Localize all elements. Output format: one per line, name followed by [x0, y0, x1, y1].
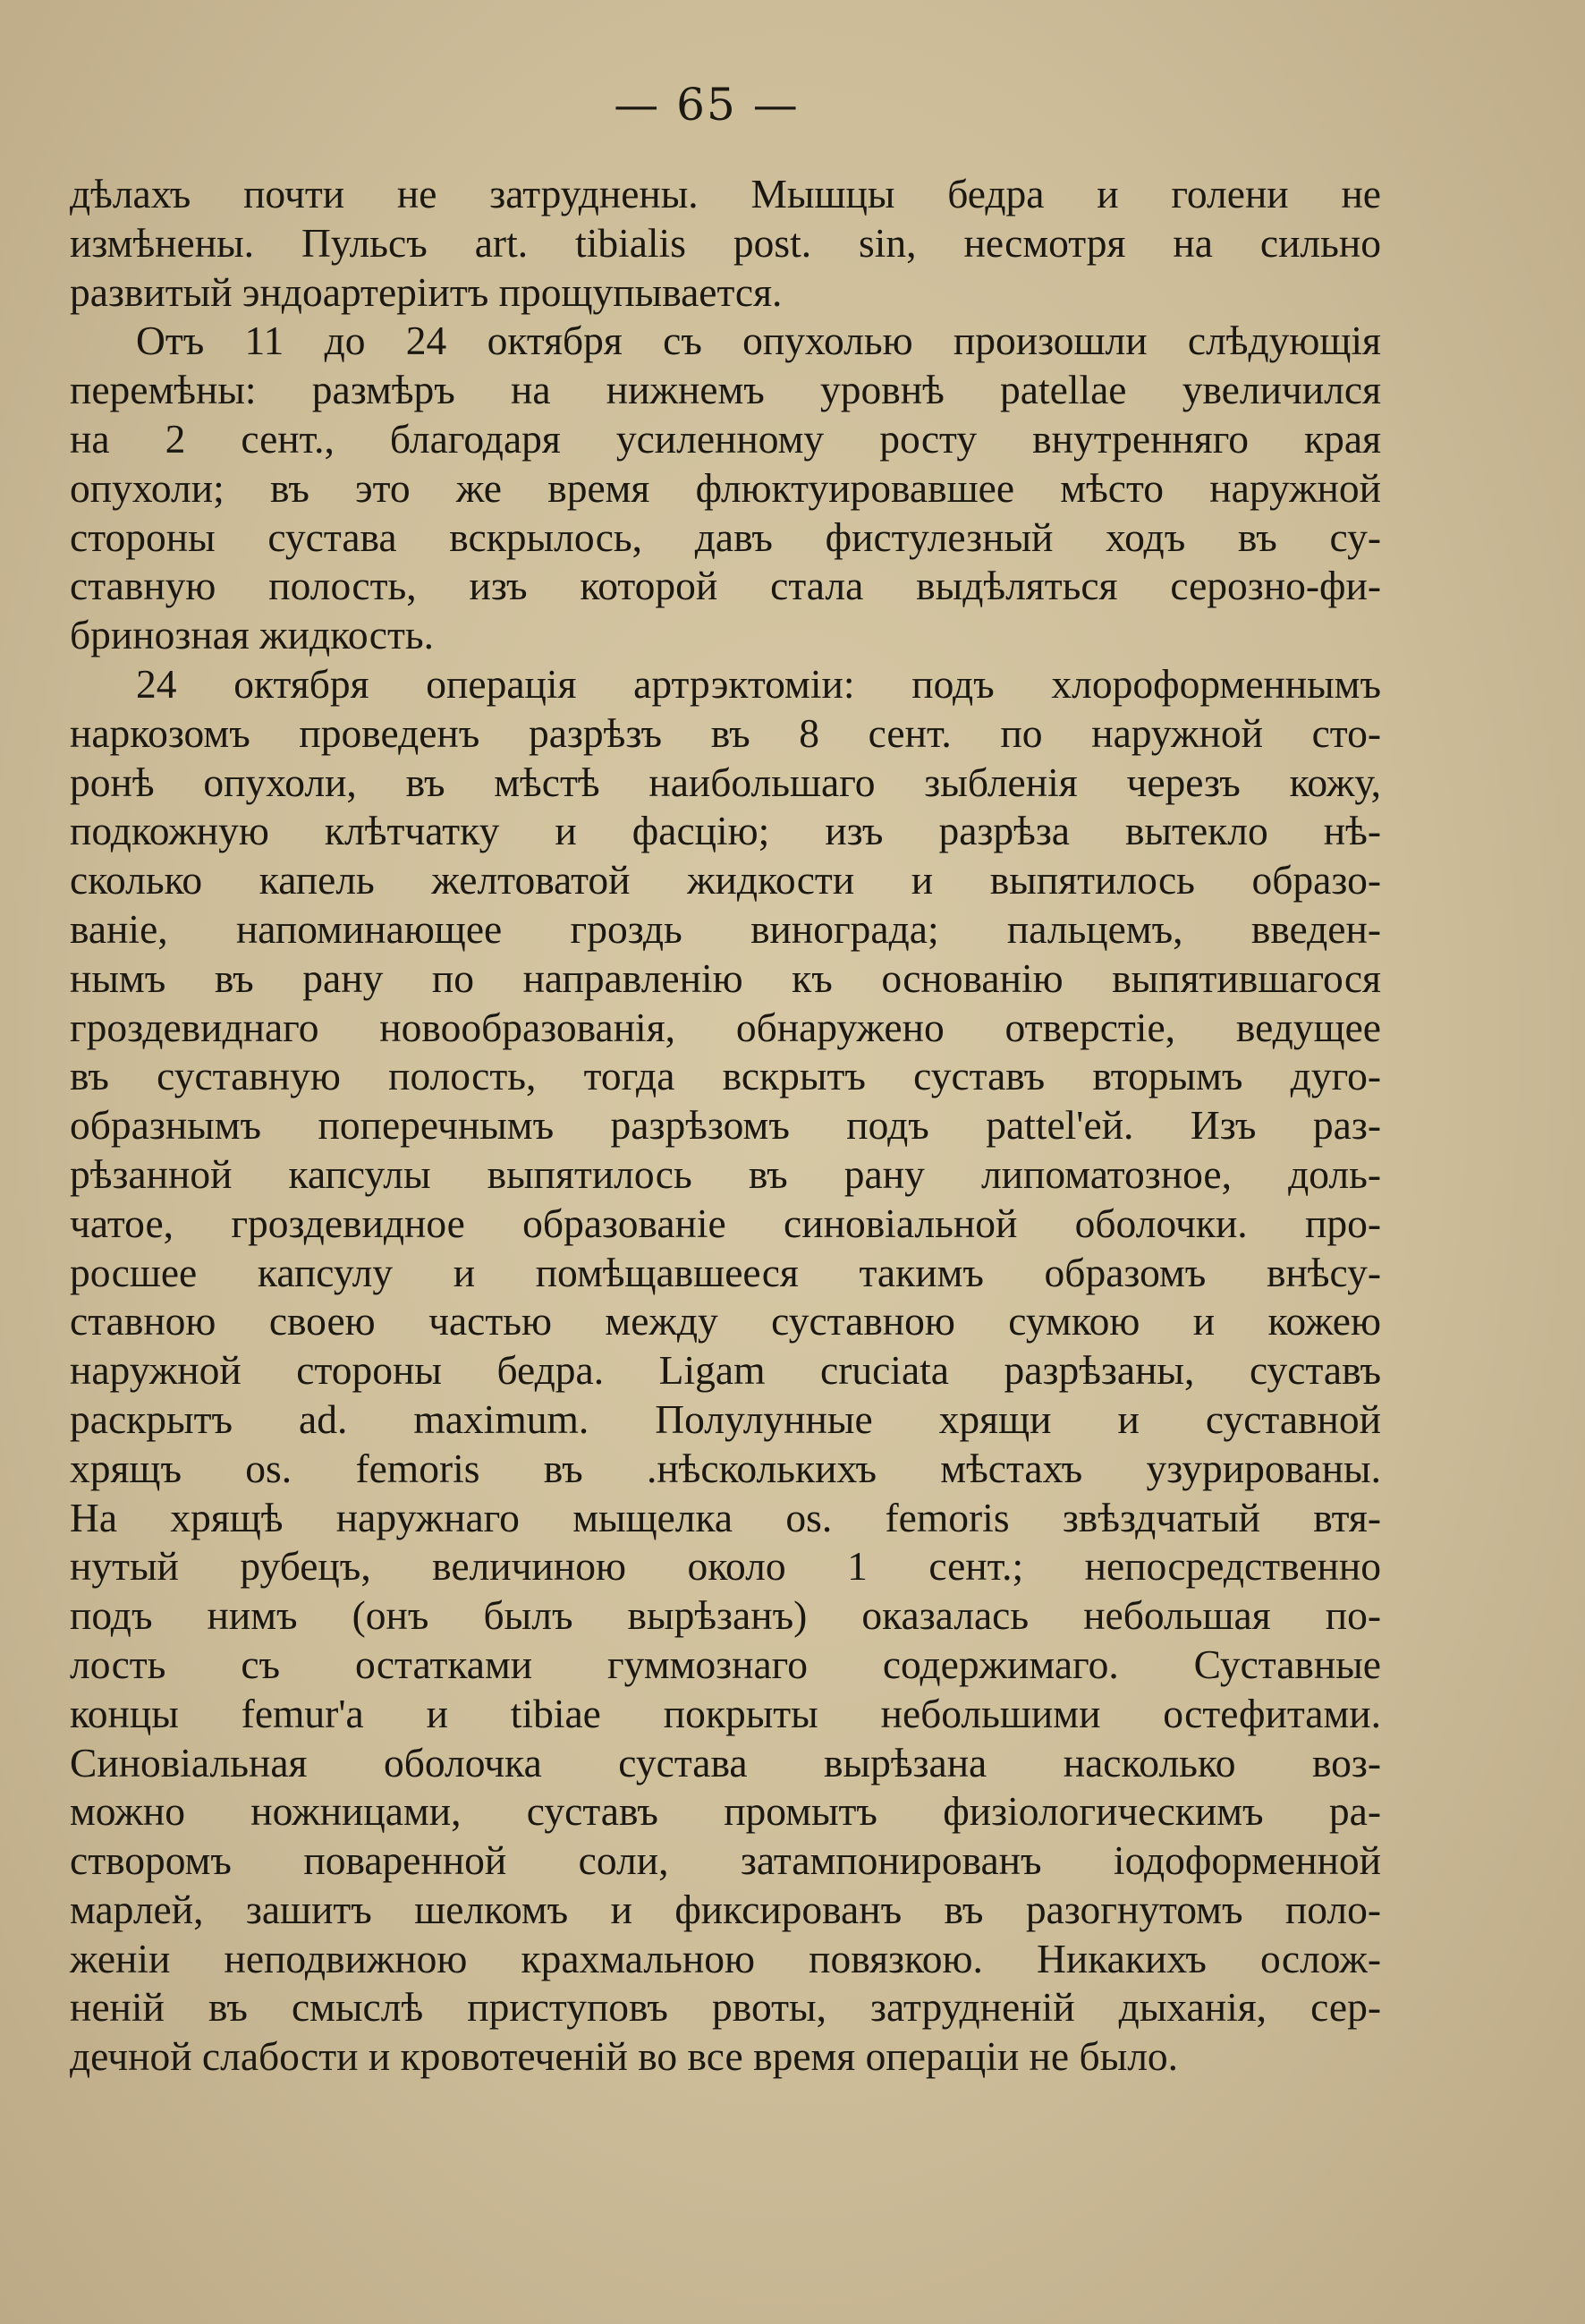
text-line: марлей, зашитъ шелкомъ и фиксированъ въ разогнутомъ поло- [70, 1886, 1381, 1932]
text-line: женіи неподвижною крахмальною повязкою. Никакихъ ослож- [70, 1935, 1381, 1981]
paragraph [70, 170, 1381, 317]
text-line: нымъ въ рану по направленію къ основанію выпятившагося [70, 954, 1381, 1001]
text-line: дѣлахъ почти не затруднены. Мышцы бедра и голени не [70, 171, 1381, 216]
text-line: рѣзанной капсулы выпятилось въ рану липоматозное, доль- [70, 1150, 1381, 1197]
text-line: ставною своею частью между суставною сумкою и кожею [70, 1298, 1381, 1344]
text-line: ронѣ опухоли, въ мѣстѣ наибольшаго зыбленія черезъ кожу, [70, 759, 1381, 805]
text-line: бринозная жидкость. [70, 612, 434, 658]
paragraph [70, 660, 1381, 2082]
text-line: нутый рубецъ, величиною около 1 сент.; непосредственно [70, 1543, 1381, 1590]
text-line: въ суставную полость, тогда вскрытъ суставъ вторымъ дуго- [70, 1053, 1381, 1099]
paragraph [70, 317, 1381, 660]
text-line: раскрытъ ad. maximum. Полулунные хрящи и суставной [70, 1395, 1381, 1442]
text-line: неній въ смыслѣ приступовъ рвоты, затрудненій дыханія, сер- [70, 1984, 1381, 2031]
text-line: образнымъ поперечнымъ разрѣзомъ подъ pattel'ей. Изъ раз- [70, 1102, 1381, 1149]
text-line: росшее капсулу и помѣщавшееся такимъ образомъ внѣсу- [70, 1249, 1381, 1295]
text-line: концы femur'а и tibiae покрыты небольшими остефитами. [70, 1690, 1381, 1736]
text-line: Синовіальная оболочка сустава вырѣзана насколько воз- [70, 1739, 1381, 1785]
text-line: ставную полость, изъ которой стала выдѣляться серозно-фи- [70, 563, 1381, 609]
text-line: опухоли; въ это же время флюктуировавшее мѣсто наружной [70, 464, 1381, 511]
text-line: сколько капель желтоватой жидкости и выпятилось образо- [70, 857, 1381, 903]
text-line: 24 октября операція артрэктоміи: подъ хлороформеннымъ [136, 660, 1381, 707]
text-line: ваніе, напоминающее гроздь винограда; пальцемъ, введен- [70, 905, 1381, 952]
text-line: стороны сустава вскрылось, давъ фистулезный ходъ въ су- [70, 513, 1381, 560]
text-line: дечной слабости и кровотеченій во все время операціи не было. [70, 2033, 1179, 2080]
text-line: створомъ поваренной соли, затампонированъ іодоформенной [70, 1837, 1381, 1884]
text-line: На хрящѣ наружнаго мыщелка os. femoris звѣздчатый втя- [70, 1494, 1381, 1540]
text-line: подкожную клѣтчатку и фасцію; изъ разрѣза вытекло нѣ- [70, 808, 1381, 854]
body-text [70, 170, 1381, 2082]
page-number: — 65 — [614, 79, 800, 131]
text-line: наружной стороны бедра. Ligam cruciata разрѣзаны, суставъ [70, 1347, 1381, 1394]
text-line: наркозомъ проведенъ разрѣзъ въ 8 сент. по наружной сто- [70, 709, 1381, 756]
text-line: хрящъ os. femoris въ .нѣсколькихъ мѣстахъ узурированы. [70, 1445, 1381, 1491]
text-line: измѣнены. Пульсъ art. tibialis post. sin, несмотря на сильно [70, 219, 1381, 266]
text-line: перемѣны: размѣръ на нижнемъ уровнѣ patellae увеличился [70, 367, 1381, 413]
text-line: чатое, гроздевидное образованіе синовіальной оболочки. про- [70, 1200, 1381, 1246]
text-line: на 2 сент., благодаря усиленному росту внутренняго края [70, 415, 1381, 462]
text-line: Отъ 11 до 24 октября съ опухолью произошли слѣдующія [136, 318, 1381, 364]
text-line: развитый эндоартеріитъ прощупывается. [70, 268, 783, 315]
text-line: можно ножницами, суставъ промытъ физіологическимъ ра- [70, 1788, 1381, 1835]
text-line: подъ нимъ (онъ былъ вырѣзанъ) оказалась небольшая по- [70, 1592, 1381, 1639]
text-line: гроздевиднаго новообразованія, обнаружено отверстіе, ведущее [70, 1004, 1381, 1050]
text-line: лость съ остатками гуммознаго содержимаго. Суставные [70, 1641, 1381, 1687]
